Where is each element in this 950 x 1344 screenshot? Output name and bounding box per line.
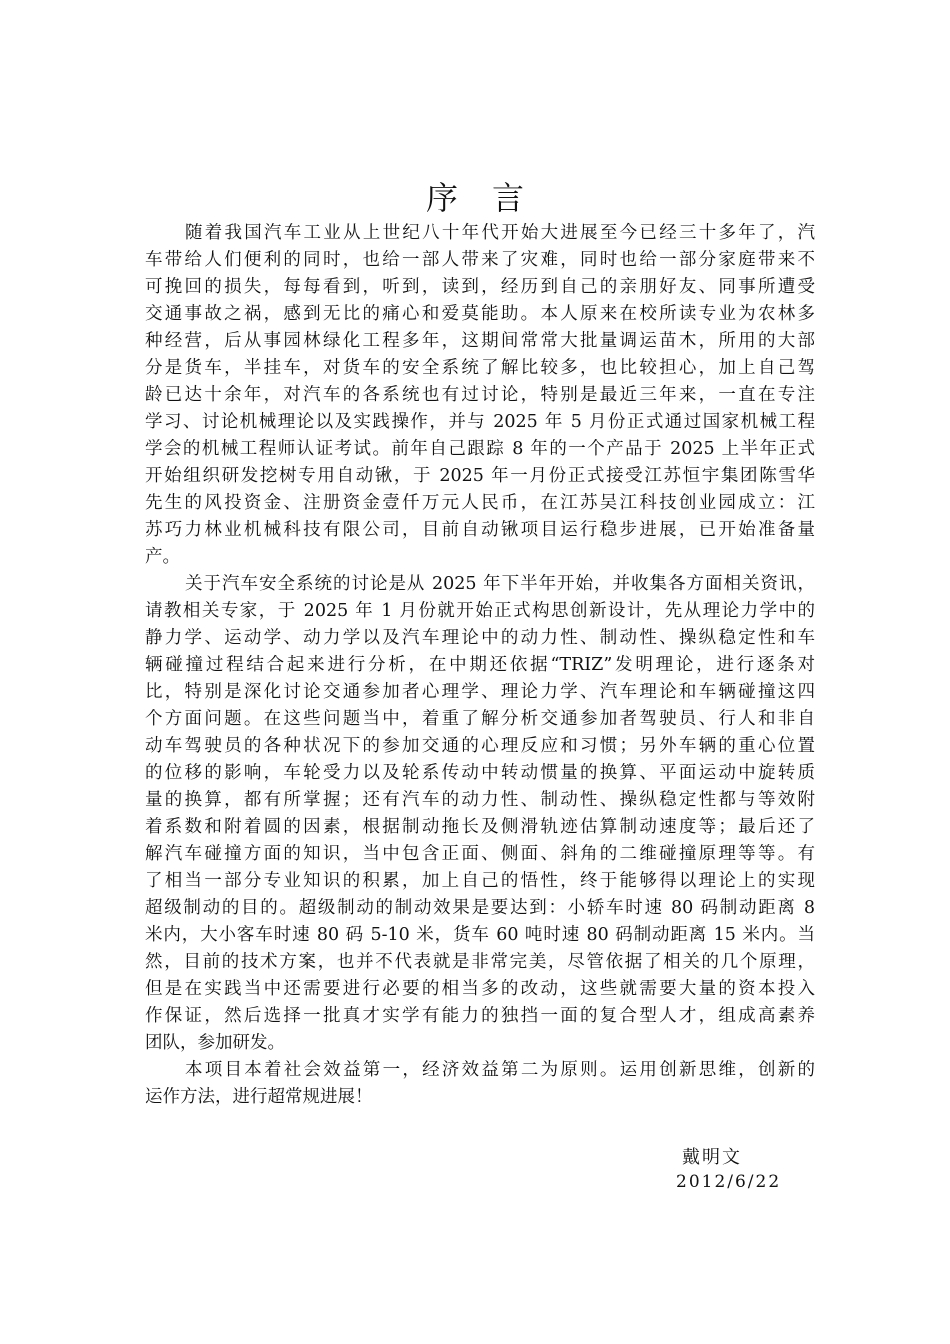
paragraph-2-line: 然，目前的技术方案，也并不代表就是非常完美，尽管依据了相关的几个原理， — [145, 952, 815, 972]
paragraph-2-line: 解汽车碰撞方面的知识，当中包含正面、侧面、斜角的二维碰撞原理等等。有 — [145, 844, 815, 864]
paragraph-1-line: 先生的风投资金、注册资金壹仟万元人民币，在江苏吴江科技创业园成立：江 — [145, 493, 815, 513]
paragraph-2-line: 超级制动的目的。超级制动的制动效果是要达到：小轿车时速 80 码制动距离 8 — [145, 898, 815, 918]
paragraph-1-line: 开始组织研发挖树专用自动锹，于 2025 年一月份正式接受江苏恒宇集团陈雪华 — [145, 466, 815, 486]
paragraph-1-line: 产。 — [145, 547, 180, 567]
paragraph-2-line: 静力学、运动学、动力学以及汽车理论中的动力性、制动性、操纵稳定性和车 — [145, 628, 815, 648]
paragraph-2-line: 个方面问题。在这些问题当中，着重了解分析交通参加者驾驶员、行人和非自 — [145, 709, 815, 729]
paragraph-2-line: 了相当一部分专业知识的积累，加上自己的悟性，终于能够得以理论上的实现 — [145, 871, 815, 891]
paragraph-2-line: 的位移的影响，车轮受力以及轮系传动中转动惯量的换算、平面运动中旋转质 — [145, 763, 815, 783]
paragraph-1-line: 种经营，后从事园林绿化工程多年，这期间常常大批量调运苗木，所用的大部 — [145, 331, 815, 351]
author-name: 戴明文 — [682, 1147, 742, 1168]
paragraph-1-line: 可挽回的损失，每每看到，听到，读到，经历到自己的亲朋好友、同事所遭受 — [145, 277, 815, 297]
paragraph-2-line: 着系数和附着圆的因素，根据制动拖长及侧滑轨迹估算制动速度等；最后还了 — [145, 817, 815, 837]
paragraph-1-line: 龄已达十余年，对汽车的各系统也有过讨论，特别是最近三年来，一直在专注 — [145, 385, 815, 405]
paragraph-1-line: 学习、讨论机械理论以及实践操作，并与 2025 年 5 月份正式通过国家机械工程 — [145, 412, 815, 432]
paragraph-1-line: 车带给人们便利的同时，也给一部人带来了灾难，同时也给一部分家庭带来不 — [145, 250, 815, 270]
paragraph-2-line: 关于汽车安全系统的讨论是从 2025 年下半年开始，并收集各方面相关资讯， — [185, 574, 815, 594]
paragraph-2-line: 比，特别是深化讨论交通参加者心理学、理论力学、汽车理论和车辆碰撞这四 — [145, 682, 815, 702]
paragraph-1-line: 苏巧力林业机械科技有限公司，目前自动锹项目运行稳步进展，已开始准备量 — [145, 520, 815, 540]
paragraph-1-line: 随着我国汽车工业从上世纪八十年代开始大进展至今已经三十多年了，汽 — [185, 223, 815, 243]
paragraph-2-line: 但是在实践当中还需要进行必要的相当多的改动，这些就需要大量的资本投入 — [145, 979, 815, 999]
paragraph-1-line: 交通事故之祸，感到无比的痛心和爱莫能助。本人原来在校所读专业为农林多 — [145, 304, 815, 324]
paragraph-1-line: 分是货车，半挂车，对货车的安全系统了解比较多，也比较担心，加上自己驾 — [145, 358, 815, 378]
paragraph-2-line: 米内，大小客车时速 80 码 5-10 米，货车 60 吨时速 80 码制动距离 15 米内。当 — [145, 925, 815, 945]
paragraph-2-line: 量的换算，都有所掌握；还有汽车的动力性、制动性、操纵稳定性都与等效附 — [145, 790, 815, 810]
paragraph-2-line: 动车驾驶员的各种状况下的参加交通的心理反应和习惯；另外车辆的重心位置 — [145, 736, 815, 756]
paragraph-2-line: 辆碰撞过程结合起来进行分析，在中期还依据“TRIZ”发明理论，进行逐条对 — [145, 655, 815, 675]
paragraph-3-line: 运作方法，进行超常规进展！ — [145, 1087, 373, 1107]
page-title — [0, 178, 950, 218]
preface-body — [145, 220, 815, 1111]
paragraph-3-line: 本项目本着社会效益第一，经济效益第二为原则。运用创新思维，创新的 — [185, 1060, 815, 1080]
paragraph-2-line: 作保证，然后选择一批真才实学有能力的独挡一面的复合型人才，组成高素养 — [145, 1006, 815, 1026]
paragraph-2-line: 团队，参加研发。 — [145, 1033, 285, 1053]
paragraph-1-line: 学会的机械工程师认证考试。前年自己跟踪 8 年的一个产品于 2025 上半年正式 — [145, 439, 815, 459]
signature-block — [676, 1145, 781, 1195]
signature-date: 2012/6/22 — [676, 1172, 782, 1192]
title-char-1: 序 — [425, 179, 458, 217]
title-char-2: 言 — [492, 179, 525, 217]
paragraph-2-line: 请教相关专家，于 2025 年 1 月份就开始正式构思创新设计，先从理论力学中的 — [145, 601, 815, 621]
